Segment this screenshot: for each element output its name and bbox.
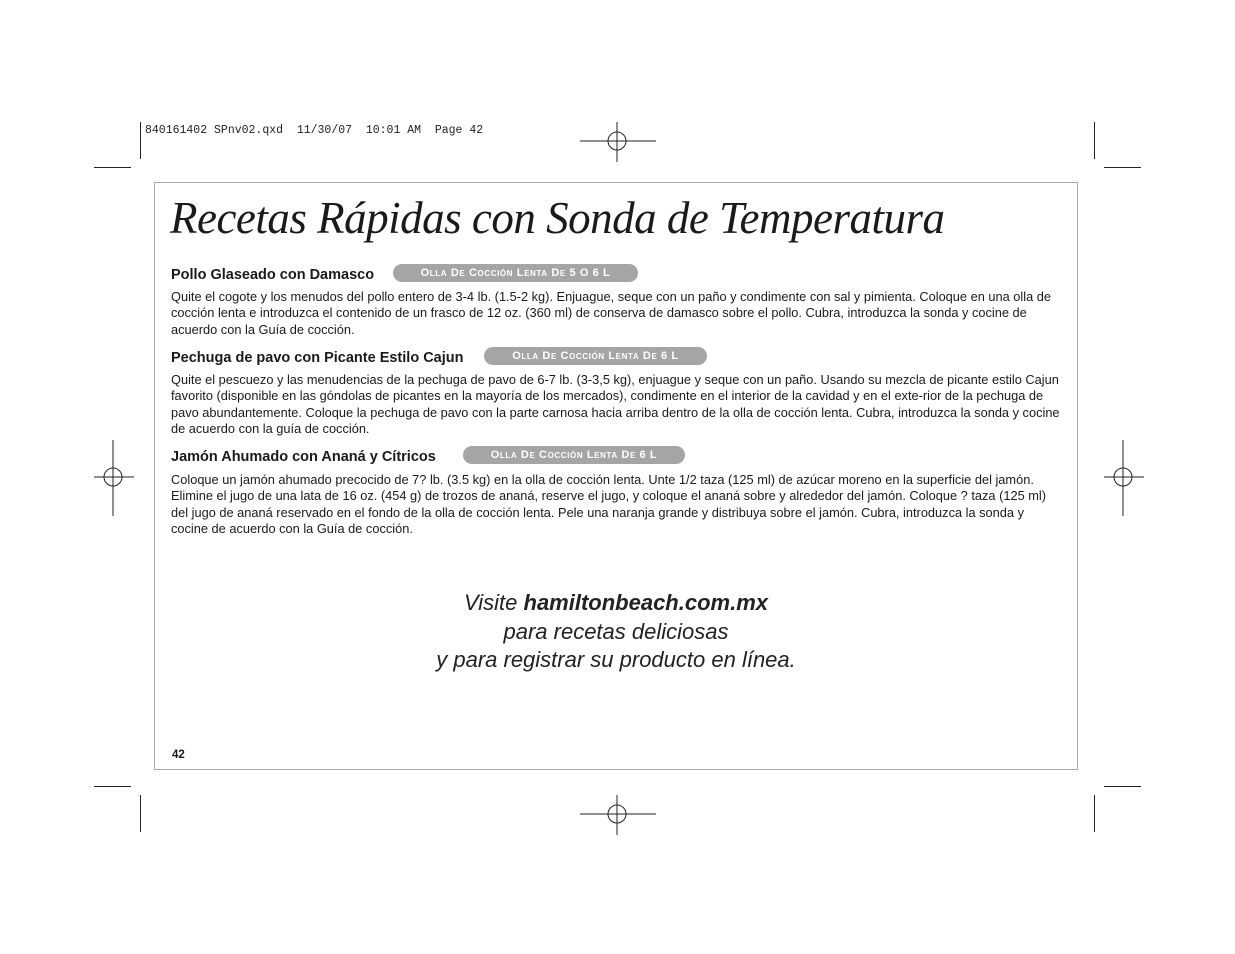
cooker-size-badge: Olla De Cocción Lenta De 6 L xyxy=(463,446,685,464)
print-slug: 840161402 SPnv02.qxd 11/30/07 10:01 AM Page 42 xyxy=(145,124,484,137)
recipe-title: Jamón Ahumado con Ananá y Cítricos xyxy=(171,449,436,465)
recipe-instructions: Coloque un jamón ahumado precocido de 7? lb. (3.5 kg) en la olla de cocción lenta. Unte 1/2 taza (125 ml) de azúcar moreno en la superficie del jamón. Elimine el jugo de una lata de 16 oz. (454 g) de trozos de ananá, reserve el jugo, y coloque el ananá sobre y alrededor del jamón. Coloque ? taza (125 ml) del jugo de ananá reservado en el fondo de la olla de cocción lenta. Pele una naranja grande y distribuya sobre el jamón. Cubra, introduzca la sonda y cocine de acuerdo con la Guía de cocción. xyxy=(171,472,1046,536)
website-link[interactable]: hamiltonbeach.com.mx xyxy=(523,590,769,615)
registration-mark-bottom-icon xyxy=(580,795,656,835)
registration-mark-top-icon xyxy=(580,122,656,162)
recipe-instructions: Quite el pescuezo y las menudencias de la pechuga de pavo de 6-7 lb. (3-3,5 kg), enjuague y seque con un paño. Usando su mezcla de picante estilo Cajun favorito (disponible en las góndolas de picantes en la mayoría de los mercados), condimente en el interior de la cavidad y en el exte-rior de la pechuga de pavo abundantemente. Coloque la pechuga de pavo con la parte carnosa hacia arriba dentro de la olla de cocción lenta. Cubra, introduzca la sonda y cocine de acuerdo con la guía de cocción. xyxy=(171,372,1060,436)
promo-line-1 xyxy=(154,589,1078,618)
promo-visit: Visite xyxy=(463,590,518,615)
registration-mark-left-icon xyxy=(94,440,134,516)
cooker-size-badge: Olla De Cocción Lenta De 6 L xyxy=(484,347,707,365)
promo-block xyxy=(154,589,1078,675)
registration-mark-right-icon xyxy=(1104,440,1144,516)
recipe-instructions: Quite el cogote y los menudos del pollo entero de 3-4 lb. (1.5-2 kg). Enjuague, seque con un paño y condimente con sal y pimienta. Coloque en una olla de cocción lenta e introduzca el contenido de un frasco de 12 oz. (360 ml) de conserva de damasco sobre el pollo. Cubra, introduzca la sonda y cocine de acuerdo con la Guía de cocción. xyxy=(171,289,1051,337)
promo-line-2: para recetas deliciosas xyxy=(503,618,729,644)
recipe-title: Pollo Glaseado con Damasco xyxy=(171,267,375,283)
recipe-title: Pechuga de pavo con Picante Estilo Cajun xyxy=(171,350,464,366)
page-title: Recetas Rápidas con Sonda de Temperatura xyxy=(170,193,945,243)
promo-line-3: y para registrar su producto en línea. xyxy=(436,647,796,672)
cooker-size-badge: Olla De Cocción Lenta De 5 O 6 L xyxy=(393,264,638,282)
page-number: 42 xyxy=(172,749,185,761)
